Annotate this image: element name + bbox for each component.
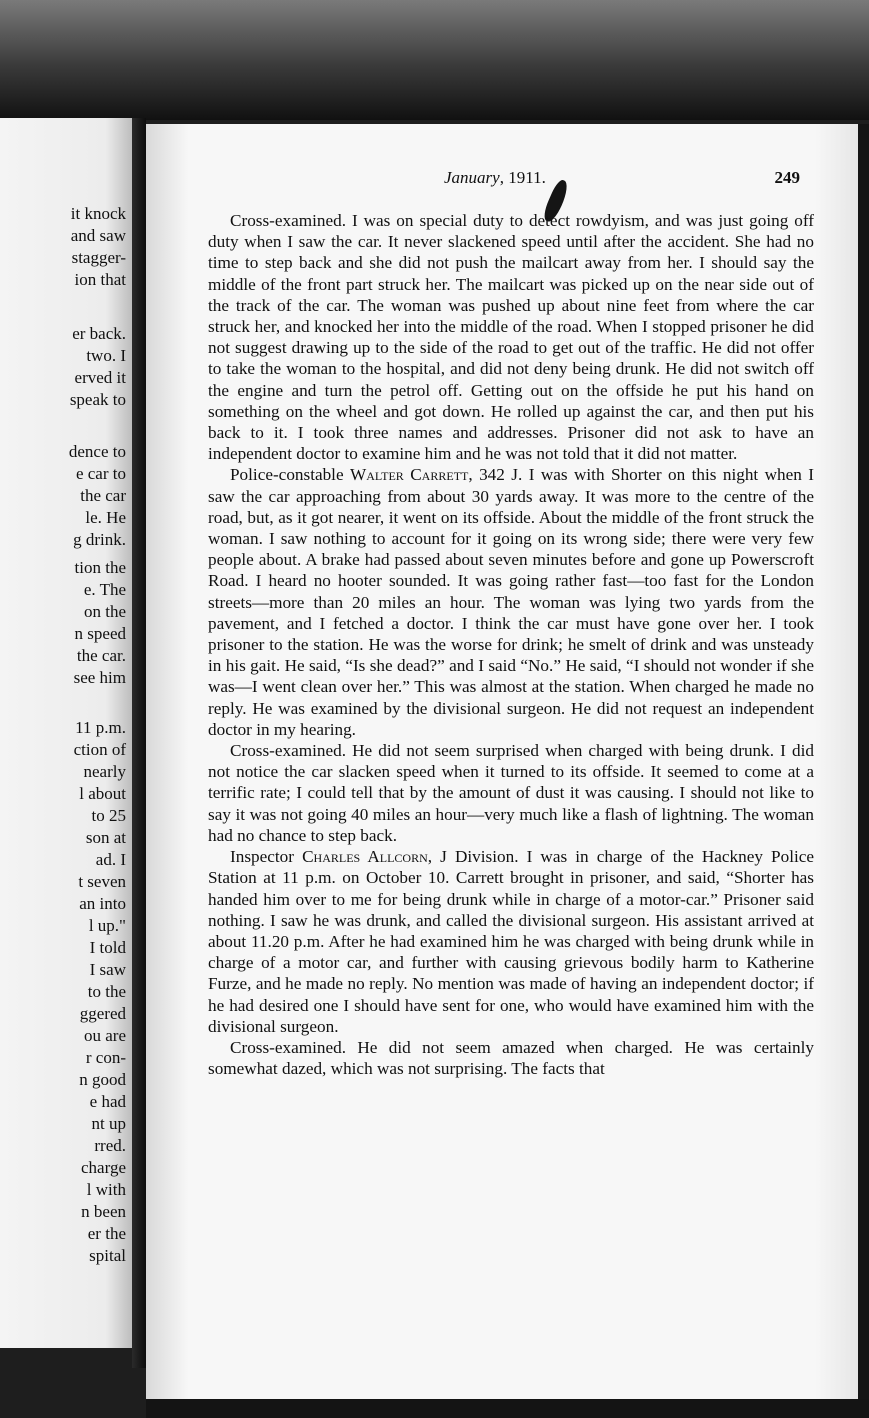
- left-page-line: ggered: [79, 1004, 126, 1023]
- left-page-line: er the: [87, 1224, 126, 1243]
- left-page-line: ad. I: [95, 850, 126, 869]
- left-page-line: le. He: [85, 508, 126, 527]
- left-page-line: nt up: [91, 1114, 126, 1133]
- left-page-line: son at: [85, 828, 126, 847]
- left-page-line: rred.: [94, 1136, 126, 1155]
- left-page-line: the car: [80, 486, 126, 505]
- running-head-title: [444, 168, 546, 188]
- witness-name: Charles Allcorn: [302, 847, 428, 867]
- running-head-year: , 1911.: [499, 168, 546, 187]
- left-page-line: n good: [79, 1070, 126, 1089]
- left-page-line: I saw: [89, 960, 126, 979]
- paragraph-text: Cross-examined. He did not seem surprised when charged with being drunk. I did not notice the car slacken speed when it turned to its offside. It seemed to come at a terrific rate; I could tell that by the amount of dust it was causing. I should not like to say it was not going 40 miles an hour—very much like a flash of lightning. The woman had no chance to step back.: [208, 741, 814, 845]
- paragraph: [208, 210, 814, 464]
- left-page-line: see him: [73, 668, 126, 687]
- left-page-line: nearly: [83, 762, 126, 781]
- left-page-line: I told: [89, 938, 126, 957]
- witness-prefix: Police-constable: [230, 465, 351, 485]
- left-page-line: e had: [89, 1092, 126, 1111]
- paragraph-text: Cross-examined. He did not seem amazed when charged. He was certainly somewhat dazed, which was not surprising. The facts that: [208, 1037, 814, 1079]
- paragraph: [208, 464, 814, 740]
- paragraph-text: Cross-examined. I was on special duty to detect rowdyism, and was just going off duty when I saw the car. It never slackened speed until after the accident. She had no time to step back and she did not push the mailcart away from her. I should say the middle of the front part struck her. The mailcart was picked up on the near side out of the track of the car. The woman was pushed up about nine feet from where the car struck her, and knocked her into the middle of the road. When I stopped prisoner he did not suggest drawing up to the side of the road to get out of the traffic. He did not offer to take the woman to the hospital, and did not deny being drunk. He did not switch off the engine and turn the petrol off. Getting out on the offside he put his hand on something on the wheel and got down. He rolled up against the car, and then put his back to it. I took three names and addresses. Prisoner did not ask to have an independent doctor to examine him and he was not told that it did not matter.: [208, 211, 814, 464]
- left-page-line: l up.": [88, 916, 126, 935]
- left-page-line: tion the: [74, 558, 126, 577]
- left-page-fragment: [0, 118, 132, 1348]
- left-page-line: and saw: [70, 226, 126, 245]
- page-number: 249: [774, 168, 800, 187]
- left-page-line: two. I: [86, 346, 126, 365]
- witness-prefix: Inspector: [230, 847, 303, 867]
- left-page-line: ion that: [74, 270, 126, 289]
- left-page-line: it knock: [70, 204, 126, 223]
- paragraph-text: , 342 J. I was with Shorter on this night when I saw the car approaching from about 30 yards away. It was more to the centre of the road, but, as it got nearer, it went on its offside. About the middle of the front struck the woman. I saw nothing to account for it going on its wrong side; there were very few people about. A brake had passed about seven minutes before and gone up Powerscroft Road. I heard no hooter sounded. It was going rather fast—too fast for the London streets—more than 20 miles an hour. The woman was lying two yards from the pavement, and I fetched a doctor. I think the car must have gone over her. I took prisoner to the station. He was the worse for drink; he smelt of drink and was unsteady in his gait. He said, “Is she dead?” and I said “No.” He said, “I should not wonder if she was—I went clean over her.” This was almost at the station. When charged he made no reply. He was examined by the divisional surgeon. He did not request an independent doctor in my hearing.: [208, 465, 814, 739]
- left-page-line: t seven: [78, 872, 126, 891]
- left-page-line: spital: [89, 1246, 126, 1265]
- left-page-line: ction of: [73, 740, 126, 759]
- left-page-line: er back.: [72, 324, 126, 343]
- left-page-line: the car.: [76, 646, 126, 665]
- left-page-line: on the: [83, 602, 126, 621]
- left-page-line: n been: [81, 1202, 126, 1221]
- left-page-line: charge: [81, 1158, 126, 1177]
- left-page-line: l about: [79, 784, 126, 803]
- right-page: [146, 124, 858, 1399]
- left-page-line: dence to: [68, 442, 126, 461]
- running-head-month: January: [444, 168, 500, 187]
- witness-name: Walter Carrett: [350, 465, 469, 485]
- book-gutter: [132, 118, 146, 1368]
- left-page-line: to 25: [91, 806, 126, 825]
- left-page-line: r con-: [85, 1048, 126, 1067]
- left-page-line: ou are: [83, 1026, 126, 1045]
- paragraph: [208, 1037, 814, 1079]
- left-page-line: erved it: [74, 368, 126, 387]
- left-page-line: stagger-: [71, 248, 126, 267]
- scan-bottom-shadow: [146, 1399, 869, 1418]
- left-page-line: speak to: [69, 390, 126, 409]
- left-page-line: e car to: [75, 464, 126, 483]
- left-page-line: an into: [79, 894, 126, 913]
- scan-right-edge: [858, 124, 869, 1418]
- paragraph-text: , J Division. I was in charge of the Hackney Police Station at 11 p.m. on October 10. Carrett brought in prisoner, and said, “Shorter has handed him over to me for being drunk while in charge of a motor-car.” Prisoner said nothing. I saw he was drunk, and called the divisional surgeon. His assistant arrived at about 11.20 p.m. After he had examined him he was charged with being drunk while in charge of a motor car, and further with causing grievous bodily harm to Katherine Furze, and he made no reply. No mention was made of having an independent doctor; if he had desired one I should have sent for one, who would have examined him with the divisional surgeon.: [208, 847, 815, 1036]
- left-page-line: g drink.: [73, 530, 126, 549]
- left-page-line: e. The: [83, 580, 126, 599]
- paragraph: [208, 740, 814, 846]
- left-page-line: l with: [86, 1180, 126, 1199]
- left-page-line: 11 p.m.: [75, 718, 126, 737]
- running-head: [146, 168, 858, 192]
- left-page-line: to the: [87, 982, 126, 1001]
- paragraph: [208, 846, 814, 1037]
- scan-top-shadow: [0, 0, 869, 120]
- page-body: [208, 210, 814, 1079]
- left-page-line: n speed: [74, 624, 126, 643]
